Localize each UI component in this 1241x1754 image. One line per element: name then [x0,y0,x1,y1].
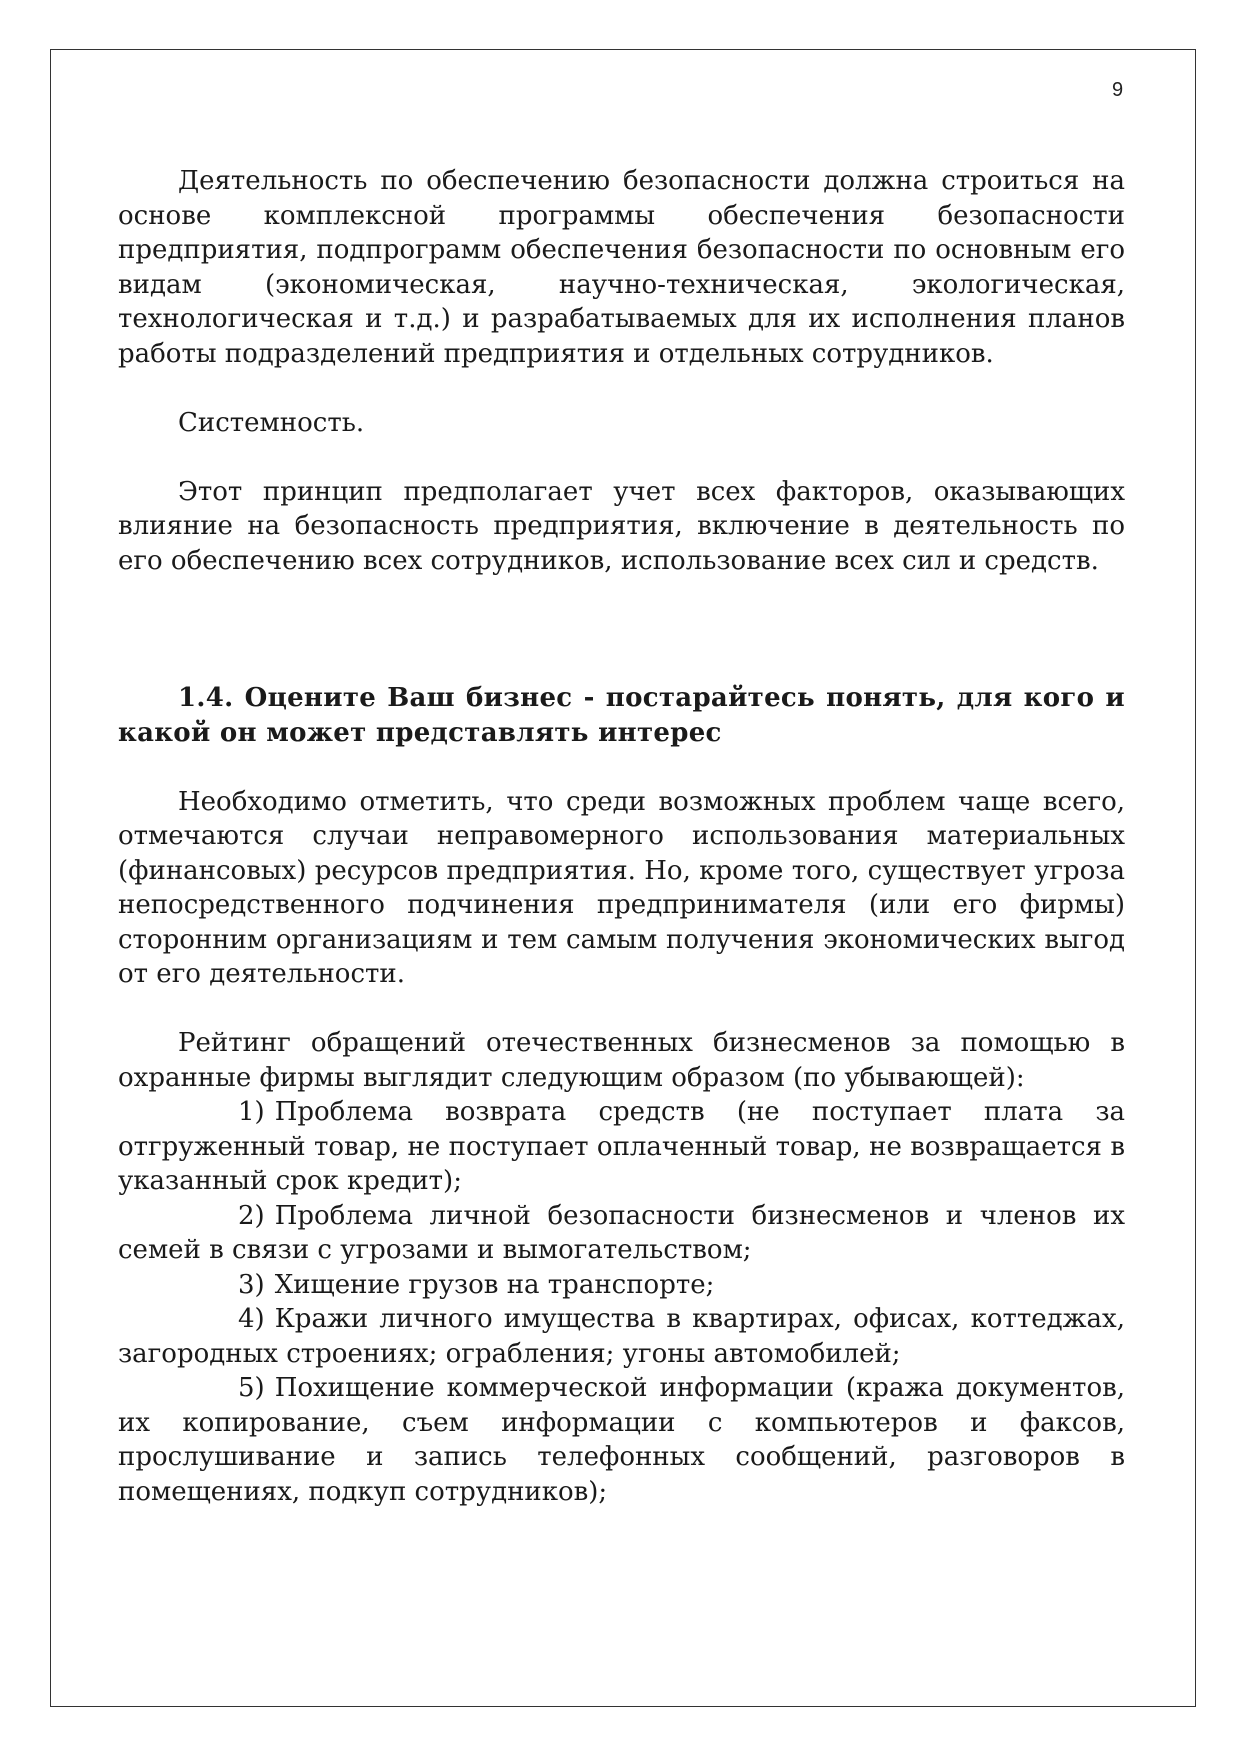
list-item [118,1268,1125,1303]
page-number: 9 [1112,79,1124,101]
list-item [118,1199,1125,1268]
section-heading: 1.4. Оцените Ваш бизнес - постарайтесь понять, для кого и какой он может представлять интерес [118,683,1125,748]
paragraph-systemness-text: Этот принцип предполагает учет всех факторов, оказывающих влияние на безопасность предприятия, включение в деятельность по его обеспечению всех сотрудников, использование всех сил и средств. [118,476,1125,576]
list-item-number: 1) [238,1097,265,1127]
document-body [118,164,1125,1509]
list-item-number: 5) [238,1373,265,1403]
list-item-number: 3) [238,1269,265,1300]
paragraph-systemness-label: Системность. [178,407,365,438]
paragraph-rating-intro: Рейтинг обращений отечественных бизнесменов за помощью в охранные фирмы выглядит следующим образом (по убывающей): [118,1028,1125,1093]
list-item [118,1371,1125,1509]
list-item-number: 2) [238,1200,265,1231]
list-item-text: Похищение коммерческой информации (кража документов, их копирование, съем информации с компьютеров и факсов, прослушивание и запись телефонных сообщений, разговоров в помещениях, подкуп сотрудников); [118,1373,1125,1507]
list-item-number: 4) [238,1304,265,1334]
paragraph-problems: Необходимо отметить, что среди возможных проблем чаще всего, отмечаются случаи неправомерного использования материальных (финансовых) ресурсов предприятия. Но, кроме того, существует угроза непосредственного подчинения предпринимателя (или его фирмы) сторонним организациям и тем самым получения экономических выгод от его деятельности. [118,786,1125,989]
list-item [118,1095,1125,1199]
list-item-text: Кражи личного имущества в квартирах, офисах, коттеджах, загородных строениях; ограбления; угоны автомобилей; [118,1304,1125,1369]
list-item-text: Проблема личной безопасности бизнесменов и членов их семей в связи с угрозами и вымогательством; [118,1200,1125,1265]
list-item-text: Проблема возврата средств (не поступает плата за отгруженный товар, не поступает оплаченный товар, не возвращается в указанный срок кредит); [118,1097,1125,1196]
paragraph-security-program: Деятельность по обеспечению безопасности должна строиться на основе комплексной программы обеспечения безопасности предприятия, подпрограмм обеспечения безопасности по основным его видам (экономическая, научно-техническая, экологическая, технологическая и т.д.) и разрабатываемых для их исполнения планов работы подразделений предприятия и отдельных сотрудников. [118,166,1125,369]
list-item-text: Хищение грузов на транспорте; [274,1269,715,1300]
list-item [118,1302,1125,1371]
problem-list [118,1095,1125,1509]
